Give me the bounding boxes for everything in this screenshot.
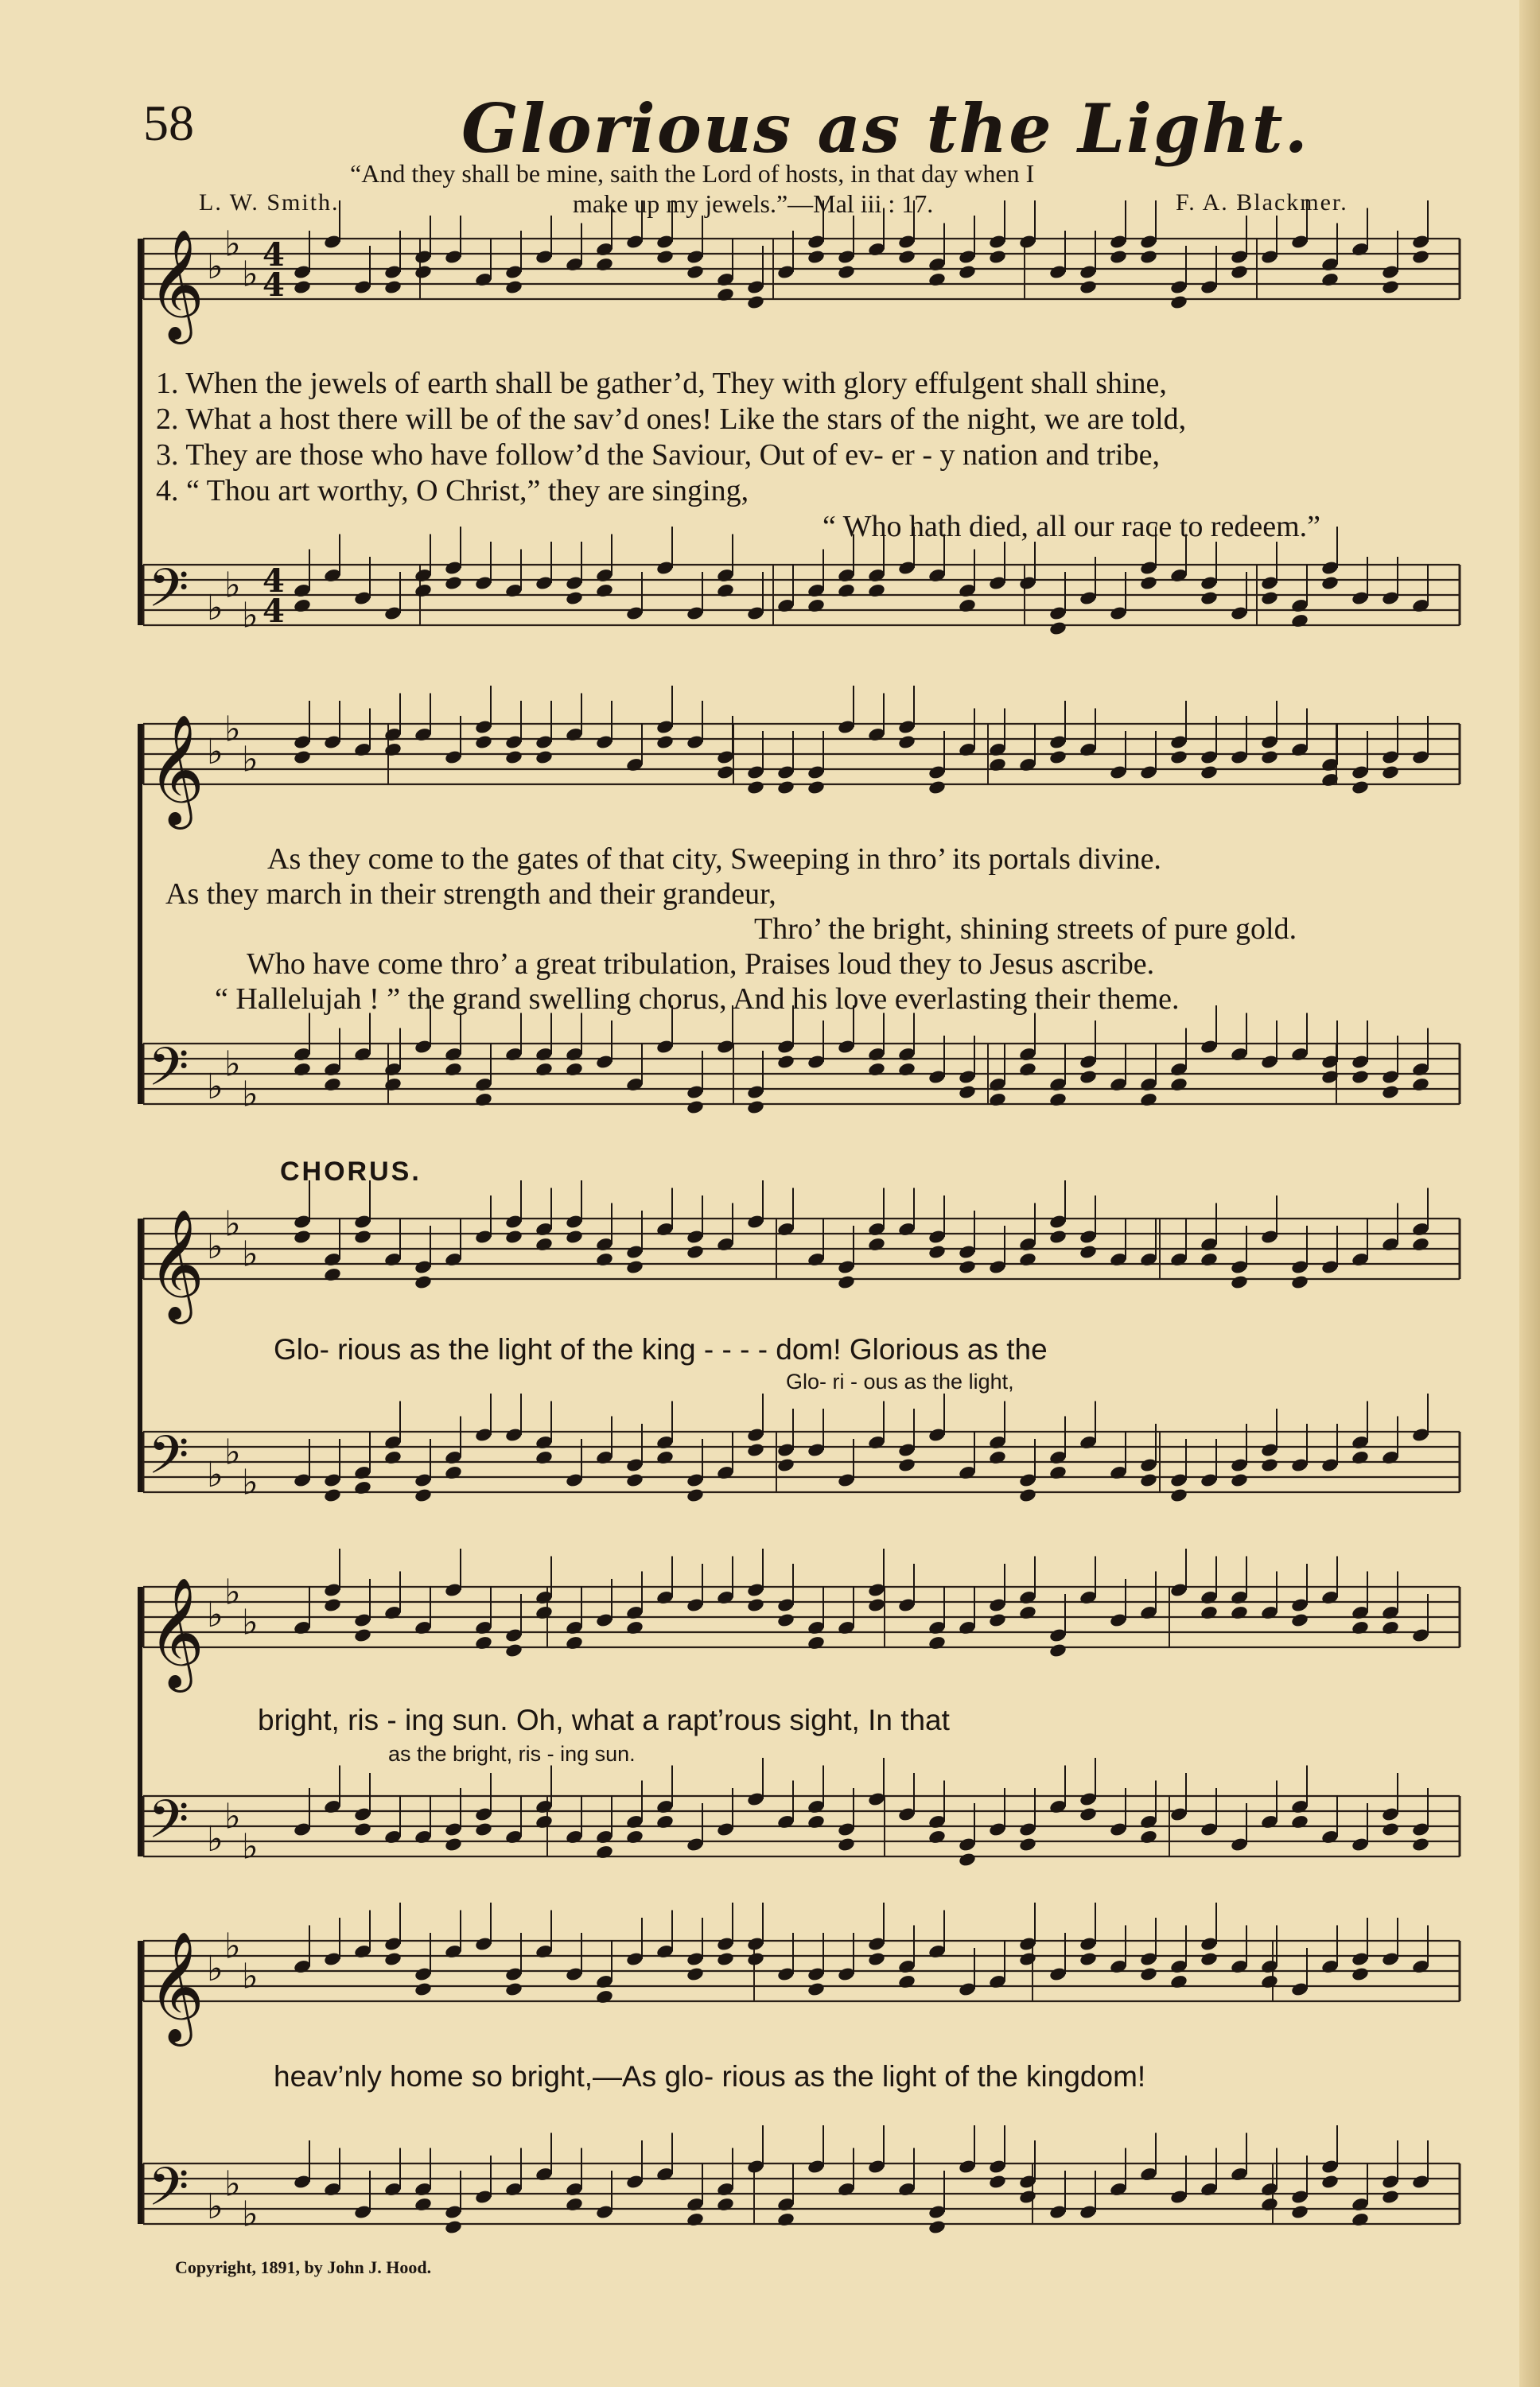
note-head <box>897 249 916 265</box>
note-head <box>474 1821 493 1837</box>
note-head <box>444 575 463 591</box>
note-head <box>776 1457 795 1473</box>
note-head <box>1381 1620 1400 1636</box>
note-head <box>353 1821 372 1837</box>
note-head <box>928 1635 947 1651</box>
bass-clef: 𝄢 <box>148 1425 189 1499</box>
note-head <box>928 2219 947 2235</box>
note-head <box>1200 1951 1219 1967</box>
note-head <box>807 1981 826 1997</box>
flat-sign: ♭ <box>224 1572 241 1613</box>
note-head <box>414 1981 433 1997</box>
note-head <box>1230 264 1249 280</box>
note-head <box>414 2197 433 2213</box>
note-head <box>1139 1472 1158 1488</box>
note-head <box>1018 1252 1037 1268</box>
note-head <box>1381 764 1400 780</box>
note-head <box>625 1472 644 1488</box>
note-head <box>988 757 1007 773</box>
note-head <box>746 294 765 310</box>
note-head <box>655 734 675 750</box>
note-head <box>1079 1069 1098 1085</box>
note-head <box>414 1274 433 1290</box>
flat-sign: ♭ <box>207 2187 224 2227</box>
note-head <box>1109 249 1128 265</box>
note-head <box>1260 590 1279 606</box>
note-head <box>535 1814 554 1830</box>
note-head <box>383 1450 402 1466</box>
note-head <box>293 749 312 765</box>
flat-sign: ♭ <box>207 1067 224 1107</box>
note-head <box>565 590 584 606</box>
note-head <box>686 264 705 280</box>
note-head <box>504 749 523 765</box>
flat-sign: ♭ <box>224 1044 241 1085</box>
note-head <box>383 279 402 295</box>
note-head <box>776 2212 795 2228</box>
note-head <box>1351 2212 1370 2228</box>
flat-sign: ♭ <box>242 595 259 636</box>
note-head <box>595 1252 614 1268</box>
note-head <box>1079 1951 1098 1967</box>
note-head <box>655 249 675 265</box>
chorus-lyric-1: Glo- rious as the light of the king - - - - dom! Glorious as the <box>274 1333 1048 1366</box>
note-head <box>1139 249 1158 265</box>
note-head <box>988 2174 1007 2190</box>
note-head <box>444 2219 463 2235</box>
note-head <box>776 1054 795 1070</box>
note-head <box>1048 1643 1068 1658</box>
bass-clef: 𝄢 <box>148 2156 189 2230</box>
flat-sign: ♭ <box>224 224 241 265</box>
note-head <box>1411 1077 1430 1093</box>
note-head <box>867 1597 886 1613</box>
flat-sign: ♭ <box>207 732 224 772</box>
note-head <box>746 1442 765 1458</box>
note-head <box>595 583 614 599</box>
chorus-lyric-2: bright, ris - ing sun. Oh, what a rapt’rous sight, In that <box>258 1704 950 1736</box>
note-head <box>444 1062 463 1078</box>
note-head <box>1139 1966 1158 1982</box>
note-head <box>293 598 312 614</box>
note-head <box>1018 1062 1037 1078</box>
verse-line-3: 3. They are those who have follow’d the Saviour, Out of ev- er - y nation and tribe, <box>156 438 1160 472</box>
flat-sign: ♭ <box>224 1432 241 1473</box>
note-head <box>504 1643 523 1658</box>
note-head <box>1200 1605 1219 1621</box>
note-head <box>867 1951 886 1967</box>
note-head <box>1290 1814 1309 1830</box>
note-head <box>323 1597 342 1613</box>
chorus-label: CHORUS. <box>280 1157 422 1187</box>
note-head <box>1200 590 1219 606</box>
treble-clef: 𝄞 <box>148 1577 204 1688</box>
note-head <box>474 1092 493 1108</box>
note-head <box>1411 1837 1430 1852</box>
note-head <box>414 583 433 599</box>
note-head <box>444 1837 463 1852</box>
note-head <box>474 734 493 750</box>
note-head <box>686 1099 705 1115</box>
note-head <box>1018 1837 1037 1852</box>
flat-sign: ♭ <box>242 1074 259 1115</box>
chorus-lyric-3: heav’nly home so bright,—As glo- rious as the light of the kingdom! <box>274 2060 1146 2093</box>
flat-sign: ♭ <box>224 709 241 750</box>
note-head <box>535 1450 554 1466</box>
note-head <box>1411 1237 1430 1253</box>
note-head <box>1048 1092 1068 1108</box>
note-head <box>1260 2197 1279 2213</box>
note-head <box>655 1814 675 1830</box>
note-head <box>988 1092 1007 1108</box>
note-head <box>928 272 947 288</box>
flat-sign: ♭ <box>207 1455 224 1495</box>
flat-sign: ♭ <box>242 2194 259 2235</box>
note-head <box>1230 1274 1249 1290</box>
note-head <box>1079 279 1098 295</box>
note-head <box>776 1612 795 1628</box>
flat-sign: ♭ <box>207 247 224 287</box>
verse2-line-2: As they march in their strength and their grandeur, <box>165 877 776 911</box>
chorus-bass-lyric-1: Glo- ri - ous as the light, <box>786 1370 1014 1394</box>
flat-sign: ♭ <box>224 1926 241 1967</box>
note-head <box>716 2197 735 2213</box>
note-head <box>293 279 312 295</box>
note-head <box>1411 249 1430 265</box>
note-head <box>565 1062 584 1078</box>
note-head <box>746 779 765 795</box>
note-head <box>1018 2189 1037 2205</box>
note-head <box>746 1597 765 1613</box>
flat-sign: ♭ <box>224 1203 241 1245</box>
note-head <box>1290 1612 1309 1628</box>
note-head <box>686 1244 705 1260</box>
note-head <box>1351 1450 1370 1466</box>
note-head <box>595 1989 614 2005</box>
note-head <box>383 742 402 758</box>
note-head <box>1320 2174 1340 2190</box>
time-signature: 4 <box>262 266 285 304</box>
chorus-bass-lyric-2: as the bright, ris - ing sun. <box>388 1742 636 1766</box>
note-head <box>837 1837 856 1852</box>
note-head <box>897 1974 916 1990</box>
note-head <box>1351 1966 1370 1982</box>
note-head <box>323 1267 342 1283</box>
note-head <box>746 1099 765 1115</box>
flat-sign: ♭ <box>224 565 241 606</box>
note-head <box>323 1077 342 1093</box>
note-head <box>1169 1974 1188 1990</box>
note-head <box>565 1635 584 1651</box>
copyright-notice: Copyright, 1891, by John J. Hood. <box>175 2257 432 2277</box>
note-head <box>958 1084 977 1100</box>
note-head <box>807 1635 826 1651</box>
note-head <box>988 1612 1007 1628</box>
note-head <box>928 1829 947 1845</box>
note-head <box>1048 1465 1068 1481</box>
note-head <box>746 1951 765 1967</box>
verse2-line-2-cont: Thro’ the bright, shining streets of pure gold. <box>754 912 1297 946</box>
note-head <box>323 1487 342 1503</box>
epigraph-line-2: make up my jewels.”—Mal iii : 17. <box>573 189 934 218</box>
note-head <box>958 598 977 614</box>
note-head <box>1139 1829 1158 1845</box>
author-credit: L. W. Smith. <box>199 189 340 216</box>
note-head <box>716 287 735 303</box>
time-signature: 4 <box>262 593 285 630</box>
epigraph-line-1: “And they shall be mine, saith the Lord of hosts, in that day when I <box>350 159 1035 188</box>
flat-sign: ♭ <box>207 1819 224 1860</box>
note-head <box>1260 1974 1279 1990</box>
treble-clef: 𝄞 <box>148 1209 204 1320</box>
note-head <box>1381 1084 1400 1100</box>
note-head <box>504 1229 523 1245</box>
verse2-line-4: “ Hallelujah ! ” the grand swelling chorus, And his love everlasting their theme. <box>215 982 1180 1016</box>
note-head <box>625 1829 644 1845</box>
note-head <box>1018 1605 1037 1621</box>
note-head <box>837 583 856 599</box>
flat-sign: ♭ <box>207 588 224 628</box>
note-head <box>353 1627 372 1643</box>
note-head <box>383 1951 402 1967</box>
note-head <box>716 583 735 599</box>
page-number: 58 <box>143 95 194 151</box>
treble-clef: 𝄞 <box>148 714 204 825</box>
note-head <box>1139 575 1158 591</box>
composer-credit: F. A. Blackmer. <box>1176 189 1348 216</box>
note-head <box>807 598 826 614</box>
note-head <box>414 1487 433 1503</box>
note-head <box>565 1229 584 1245</box>
flat-sign: ♭ <box>242 254 259 295</box>
note-head <box>1018 1487 1037 1503</box>
note-head <box>686 1487 705 1503</box>
note-head <box>958 264 977 280</box>
note-head <box>565 2197 584 2213</box>
note-head <box>1200 1252 1219 1268</box>
note-head <box>414 264 433 280</box>
verse-line-1: 1. When the jewels of earth shall be gather’d, They with glory effulgent shall shine, <box>156 367 1167 400</box>
note-head <box>1169 294 1188 310</box>
note-head <box>928 779 947 795</box>
note-head <box>988 249 1007 265</box>
flat-sign: ♭ <box>242 1602 259 1643</box>
note-head <box>293 1062 312 1078</box>
note-head <box>504 279 523 295</box>
note-head <box>1169 1077 1188 1093</box>
note-head <box>1230 1472 1249 1488</box>
note-head <box>837 264 856 280</box>
note-head <box>1048 620 1068 636</box>
note-head <box>867 1237 886 1253</box>
note-head <box>353 1229 372 1245</box>
note-head <box>1290 613 1309 629</box>
note-head <box>1351 779 1370 795</box>
note-head <box>867 583 886 599</box>
note-head <box>807 779 826 795</box>
note-head <box>716 764 735 780</box>
bass-clef: 𝄢 <box>148 1789 189 1863</box>
note-head <box>293 1229 312 1245</box>
treble-clef: 𝄞 <box>148 229 204 340</box>
note-head <box>928 1244 947 1260</box>
note-head <box>837 1274 856 1290</box>
note-head <box>655 1450 675 1466</box>
note-head <box>1079 1244 1098 1260</box>
bass-clef: 𝄢 <box>148 1036 189 1110</box>
flat-sign: ♭ <box>207 1227 224 1267</box>
time-signature: 4 <box>262 236 285 274</box>
verse-line-2: 2. What a host there will be of the sav’d ones! Like the stars of the night, we are told, <box>156 402 1187 436</box>
note-head <box>535 749 554 765</box>
note-head <box>1169 1487 1188 1503</box>
note-head <box>625 1259 644 1275</box>
note-head <box>1260 1457 1279 1473</box>
note-head <box>1139 1092 1158 1108</box>
note-head <box>807 249 826 265</box>
note-head <box>595 1845 614 1860</box>
flat-sign: ♭ <box>207 1949 224 1989</box>
note-head <box>1200 764 1219 780</box>
bass-clef: 𝄢 <box>148 558 189 632</box>
note-head <box>1320 272 1340 288</box>
note-head <box>1381 2189 1400 2205</box>
note-head <box>1018 1951 1037 1967</box>
note-head <box>1230 1605 1249 1621</box>
note-head <box>1169 749 1188 765</box>
treble-clef: 𝄞 <box>148 1931 204 2042</box>
note-head <box>1381 279 1400 295</box>
note-head <box>1290 2204 1309 2220</box>
note-head <box>807 1814 826 1830</box>
note-head <box>686 1966 705 1982</box>
note-head <box>1381 1821 1400 1837</box>
note-head <box>535 1237 554 1253</box>
note-head <box>988 1450 1007 1466</box>
note-head <box>504 1981 523 1997</box>
note-head <box>625 1620 644 1636</box>
note-head <box>686 2212 705 2228</box>
flat-sign: ♭ <box>224 2163 241 2205</box>
note-head <box>1260 749 1279 765</box>
flat-sign: ♭ <box>207 1595 224 1635</box>
time-signature: 4 <box>262 562 285 600</box>
flat-sign: ♭ <box>242 1956 259 1997</box>
note-head <box>897 734 916 750</box>
note-head <box>1290 1274 1309 1290</box>
note-head <box>383 1077 402 1093</box>
note-head <box>535 1605 554 1621</box>
note-head <box>353 1480 372 1496</box>
verse-line-4: 4. “ Thou art worthy, O Christ,” they are singing, <box>156 474 749 507</box>
note-head <box>776 779 795 795</box>
note-head <box>1079 1806 1098 1822</box>
note-head <box>595 257 614 273</box>
note-head <box>474 1635 493 1651</box>
verse2-line-3: Who have come thro’ a great tribulation, Praises loud they to Jesus ascribe. <box>247 947 1155 981</box>
note-head <box>535 1062 554 1078</box>
verse-line-4-cont: “ Who hath died, all our race to redeem.” <box>822 510 1321 543</box>
note-head <box>958 1852 977 1868</box>
note-head <box>1351 1069 1370 1085</box>
note-head <box>1320 575 1340 591</box>
note-head <box>1048 749 1068 765</box>
note-head <box>867 1062 886 1078</box>
flat-sign: ♭ <box>242 1462 259 1503</box>
note-head <box>897 1062 916 1078</box>
note-head <box>1048 1229 1068 1245</box>
flat-sign: ♭ <box>242 739 259 780</box>
verse2-line-1: As they come to the gates of that city, Sweeping in thro’ its portals divine. <box>267 842 1161 876</box>
note-head <box>716 1951 735 1967</box>
hymn-title: Glorious as the Light. <box>461 89 1309 168</box>
flat-sign: ♭ <box>224 1796 241 1837</box>
flat-sign: ♭ <box>242 1826 259 1868</box>
note-head <box>1351 1620 1370 1636</box>
flat-sign: ♭ <box>242 1234 259 1275</box>
note-head <box>958 1259 977 1275</box>
note-head <box>444 1465 463 1481</box>
note-head <box>897 1457 916 1473</box>
